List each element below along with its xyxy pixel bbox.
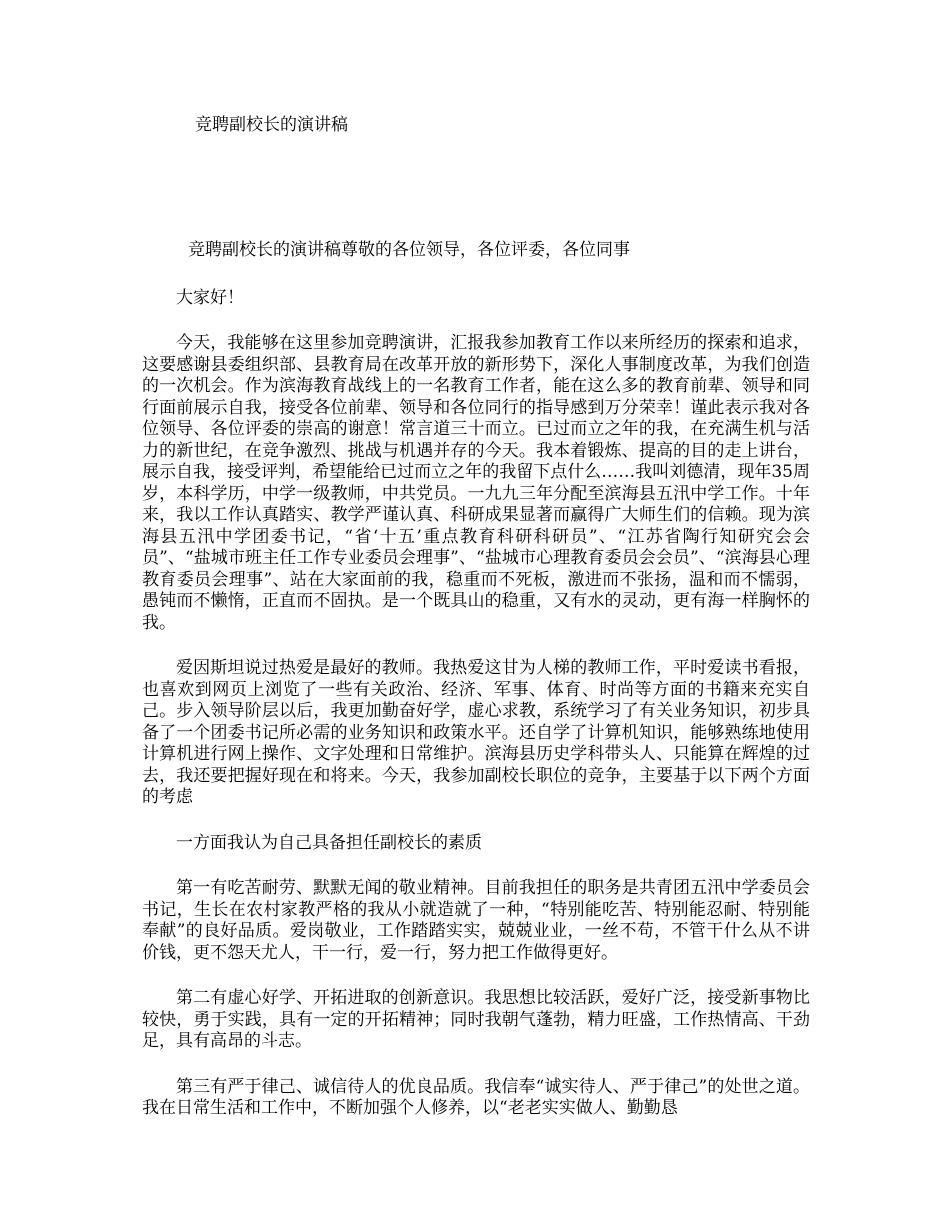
introduction-paragraph: 今天，我能够在这里参加竞聘演讲，汇报我参加教育工作以来所经历的探索和追求，这要感谢县委组织部、县教育局在改革开放的新形势下，深化人事制度改革，为我们创造的一次机会。作为滨海教育战线上的一名教育工作者，能在这么多的教育前辈、领导和同行面前展示自我，接受各位前辈、领导和各位同行的指导感到万分荣幸！谨此表示我对各位领导、各位评委的崇高的谢意！常言道三十而立。已过而立之年的我，在充满生机与活力的新世纪，在竞争激烈、挑战与机遇并存的今天。我本着锻炼、提高的目的走上讲台，展示自我，接受评判，希望能给已过而立之年的我留下点什么……我叫刘德清，现年35周岁，本科学历，中学一级教师，中共党员。一九九三年分配至滨海县五汛中学工作。十年来，我以工作认真踏实、教学严谨认真、科研成果显著而赢得广大师生们的信赖。现为滨海县五汛中学团委书记，“省‘十五’重点教育科研科研员”、“江苏省陶行知研究会会员”、“盐城市班主任工作专业委员会理事”、“盐城市心理教育委员会会员”、“滨海县心理教育委员会理事”、站在大家面前的我，稳重而不死板，激进而不张扬，温和而不懦弱，愚钝而不懒惰，正直而不固执。是一个既具山的稳重，又有水的灵动，更有海一样胸怀的我。: [142, 333, 810, 633]
speech-heading: 竞聘副校长的演讲稿尊敬的各位领导，各位评委，各位同事: [188, 240, 630, 260]
first-quality-paragraph: 第一有吃苦耐劳、默默无闻的敬业精神。目前我担任的职务是共青团五汛中学委员会书记，生长在农村家教严格的我从小就造就了一种，“特别能吃苦、特别能忍耐、特别能奉献”的良好品质。爱岗敬业，工作踏踏实实，兢兢业业，一丝不苟，不管干什么从不讲价钱，更不怨天尤人，干一行，爱一行，努力把工作做得更好。: [142, 878, 810, 963]
greeting-paragraph: 大家好！: [176, 287, 244, 308]
document-title: 竞聘副校长的演讲稿: [195, 115, 348, 135]
document-body: [142, 240, 810, 1144]
self-study-paragraph: 爱因斯坦说过热爱是最好的教师。我热爱这甘为人梯的教师工作，平时爱读书看报，也喜欢到网页上浏览了一些有关政治、经济、军事、体育、时尚等方面的书籍来充实自己。步入领导阶层以后，我更加勤奋好学，虚心求教，系统学习了有关业务知识，初步具备了一个团委书记所必需的业务知识和政策水平。还自学了计算机知识，能够熟练地使用计算机进行网上操作、文字处理和日常维护。滨海县历史学科带头人、只能算在辉煌的过去，我还要把握好现在和将来。今天，我参加副校长职位的竞争，主要基于以下两个方面的考虑: [142, 658, 810, 807]
section-heading-paragraph: 一方面我认为自己具备担任副校长的素质: [176, 832, 482, 853]
third-quality-paragraph: 第三有严于律己、诚信待人的优良品质。我信奉“诚实待人、严于律己”的处世之道。我在日常生活和工作中，不断加强个人修养，以“老老实实做人、勤勤恳: [142, 1076, 810, 1118]
second-quality-paragraph: 第二有虚心好学、开拓进取的创新意识。我思想比较活跃，爱好广泛，接受新事物比较快，勇于实践，具有一定的开拓精神；同时我朝气蓬勃，精力旺盛，工作热情高、干劲足，具有高昂的斗志。: [142, 988, 810, 1051]
